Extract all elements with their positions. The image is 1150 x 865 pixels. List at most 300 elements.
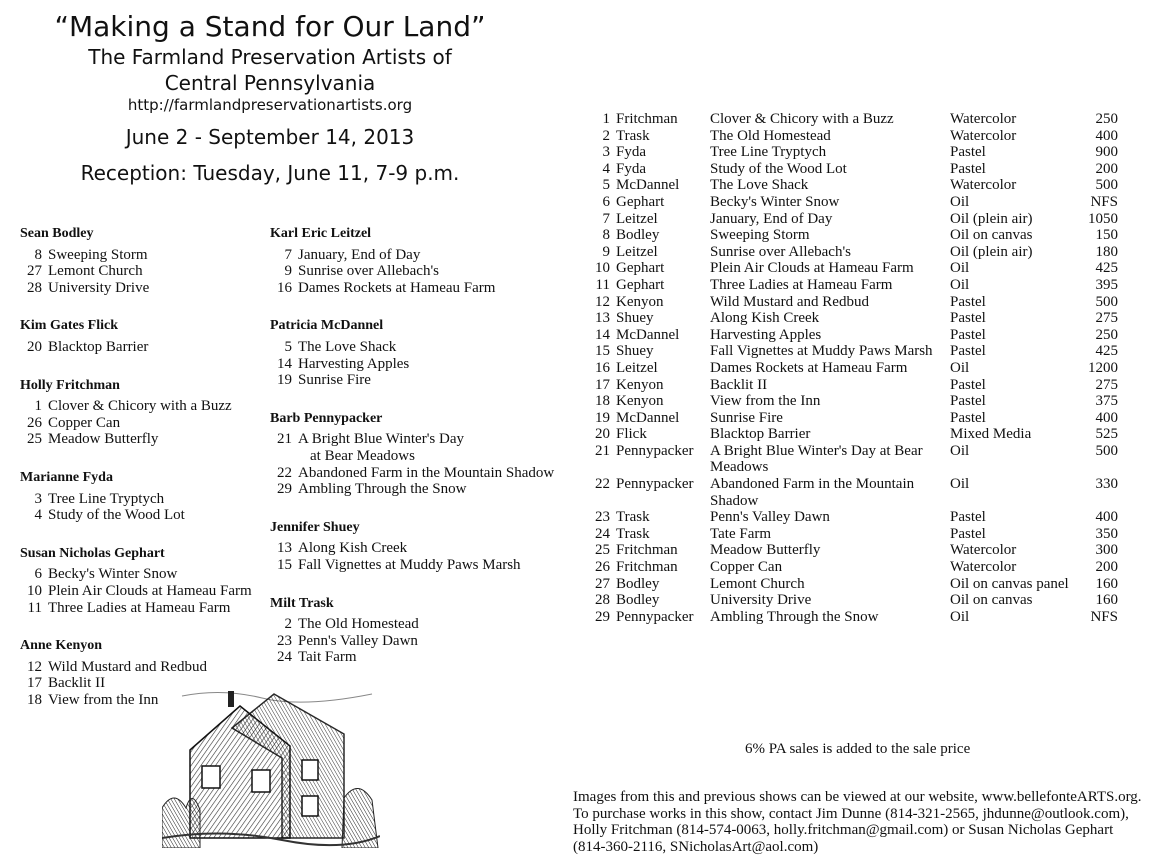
item-medium: Watercolor xyxy=(950,542,1017,559)
artwork-entry xyxy=(20,491,260,508)
price-list-row xyxy=(588,227,1118,244)
item-title: Clover & Chicory with a Buzz xyxy=(710,111,894,127)
artwork-title: Fall Vignettes at Muddy Paws Marsh xyxy=(298,556,521,573)
item-title: View from the Inn xyxy=(710,393,821,410)
item-artist: Leitzel xyxy=(616,210,658,227)
artwork-title: Becky's Winter Snow xyxy=(48,566,178,583)
artwork-title: Sunrise over Allebach's xyxy=(298,263,440,280)
item-artist: Kenyon xyxy=(616,393,664,410)
item-price: NFS xyxy=(1090,193,1118,210)
price-list-row xyxy=(588,476,1118,509)
item-medium: Pastel xyxy=(950,343,986,360)
artwork-number: 10 xyxy=(27,582,42,599)
item-medium: Pastel xyxy=(950,310,986,327)
item-title: Wild Mustard and Redbud xyxy=(710,293,869,310)
price-list-row xyxy=(588,609,1118,626)
artwork-number: 16 xyxy=(277,279,292,296)
item-price: 300 xyxy=(1095,542,1118,559)
item-price: 400 xyxy=(1095,509,1118,526)
item-title: Plein Air Clouds at Hameau Farm xyxy=(710,260,914,277)
item-medium: Oil on canvas xyxy=(950,592,1033,609)
item-artist: Gephart xyxy=(616,260,665,277)
item-price: 330 xyxy=(1095,476,1118,493)
item-medium: Oil xyxy=(950,260,970,277)
artwork-number: 13 xyxy=(277,540,292,557)
item-title: Along Kish Creek xyxy=(710,310,820,327)
item-title: Blacktop Barrier xyxy=(710,426,811,443)
item-number: 12 xyxy=(595,293,610,310)
item-title: Three Ladies at Hameau Farm xyxy=(710,276,893,293)
item-price: 350 xyxy=(1095,525,1118,542)
item-price: 250 xyxy=(1095,111,1118,127)
item-title: University Drive xyxy=(710,592,812,609)
item-artist: Flick xyxy=(616,426,647,443)
price-list-row xyxy=(588,576,1118,593)
artwork-number: 22 xyxy=(277,464,292,481)
item-title: Ambling Through the Snow xyxy=(710,608,879,625)
artwork-number: 23 xyxy=(277,632,292,649)
artwork-number: 20 xyxy=(27,338,42,355)
artwork-entry xyxy=(270,431,570,448)
contact-info xyxy=(573,789,1148,855)
artwork-entry xyxy=(20,398,260,415)
artwork-title: Plein Air Clouds at Hameau Farm xyxy=(48,582,252,599)
artwork-number: 18 xyxy=(27,691,42,708)
artist-block xyxy=(20,226,260,296)
item-number: 22 xyxy=(595,476,610,493)
item-number: 27 xyxy=(595,575,610,592)
item-artist: Leitzel xyxy=(616,243,658,260)
item-price: 1200 xyxy=(1088,359,1118,376)
item-price: 525 xyxy=(1095,426,1118,443)
artwork-number: 1 xyxy=(34,398,42,415)
artwork-title: University Drive xyxy=(48,279,150,296)
artwork-title: Harvesting Apples xyxy=(298,355,410,372)
item-number: 9 xyxy=(602,243,610,260)
item-number: 3 xyxy=(602,144,610,161)
show-subtitle-line1: The Farmland Preservation Artists of xyxy=(88,45,452,69)
item-medium: Oil xyxy=(950,608,970,625)
artwork-number: 28 xyxy=(27,279,42,296)
price-list-row xyxy=(588,559,1118,576)
item-artist: McDannel xyxy=(616,409,680,426)
price-list-row xyxy=(588,592,1118,609)
item-price: 200 xyxy=(1095,160,1118,177)
artwork-entry xyxy=(270,247,570,264)
item-number: 16 xyxy=(595,359,610,376)
artist-list-middle xyxy=(270,226,570,688)
artwork-number: 2 xyxy=(284,616,292,633)
contact-line: (814-360-2116, SNicholasArt@aol.com) xyxy=(573,838,819,855)
item-medium: Oil (plein air) xyxy=(950,243,1033,260)
artwork-entry xyxy=(20,431,260,448)
artwork-number: 21 xyxy=(277,431,292,448)
artwork-number: 7 xyxy=(284,246,292,263)
item-artist: McDannel xyxy=(616,326,680,343)
item-title: Sunrise Fire xyxy=(710,409,783,426)
show-subtitle-line2: Central Pennsylvania xyxy=(164,71,376,95)
item-price: 900 xyxy=(1095,144,1118,161)
artist-block xyxy=(270,226,570,296)
item-medium: Watercolor xyxy=(950,177,1017,194)
artist-block xyxy=(20,546,260,616)
item-medium: Watercolor xyxy=(950,127,1017,144)
artwork-title: Study of the Wood Lot xyxy=(48,507,185,524)
artist-block xyxy=(270,596,570,666)
artwork-title: Backlit II xyxy=(48,675,106,692)
item-artist: Trask xyxy=(616,525,650,542)
contact-line: Images from this and previous shows can be viewed at our website, www.bellefonteARTS.org. xyxy=(573,789,1142,805)
price-list-row xyxy=(588,194,1118,211)
item-price: 425 xyxy=(1095,260,1118,277)
artwork-title: Along Kish Creek xyxy=(298,540,408,557)
artwork-title: January, End of Day xyxy=(298,246,421,263)
item-number: 5 xyxy=(602,177,610,194)
artwork-entry xyxy=(20,600,260,617)
item-number: 25 xyxy=(595,542,610,559)
artist-block xyxy=(270,520,570,574)
artwork-entry xyxy=(270,649,570,666)
artist-name: Marianne Fyda xyxy=(20,469,113,485)
item-title: Backlit II xyxy=(710,376,768,393)
item-price: 160 xyxy=(1095,592,1118,609)
artwork-number: 4 xyxy=(34,507,42,524)
item-medium: Oil xyxy=(950,276,970,293)
artwork-entry xyxy=(20,415,260,432)
item-medium: Mixed Media xyxy=(950,426,1032,443)
artwork-entry-continued xyxy=(270,448,570,465)
contact-line: To purchase works in this show, contact Jim Dunne (814-321-2565, jhdunne@outlook.com), xyxy=(573,805,1129,822)
artwork-title: Dames Rockets at Hameau Farm xyxy=(298,279,496,296)
item-number: 13 xyxy=(595,310,610,327)
price-list-row xyxy=(588,111,1118,128)
price-list-row xyxy=(588,244,1118,261)
artist-list-left xyxy=(20,226,260,730)
item-price: 200 xyxy=(1095,559,1118,576)
item-price: 500 xyxy=(1095,293,1118,310)
item-medium: Oil on canvas panel xyxy=(950,575,1069,592)
price-list-row xyxy=(588,161,1118,178)
artwork-entry xyxy=(20,507,260,524)
artist-name: Susan Nicholas Gephart xyxy=(20,545,165,561)
item-price: 395 xyxy=(1095,276,1118,293)
artist-name: Barb Pennypacker xyxy=(270,410,383,426)
item-medium: Oil xyxy=(950,193,970,210)
item-medium: Oil on canvas xyxy=(950,227,1033,244)
artwork-number: 11 xyxy=(27,599,42,616)
artwork-title: Blacktop Barrier xyxy=(48,338,149,355)
item-price: NFS xyxy=(1090,608,1118,625)
price-list-row xyxy=(588,393,1118,410)
item-title: The Old Homestead xyxy=(710,127,831,144)
item-number: 15 xyxy=(595,343,610,360)
artwork-title: Abandoned Farm in the Mountain Shadow xyxy=(298,464,555,481)
item-artist: Gephart xyxy=(616,276,665,293)
item-price: 250 xyxy=(1095,326,1118,343)
item-title: Abandoned Farm in the Mountain Shadow xyxy=(710,476,915,509)
artwork-entry xyxy=(270,616,570,633)
artwork-title: The Love Shack xyxy=(298,338,397,355)
item-number: 26 xyxy=(595,559,610,576)
artist-name: Milt Trask xyxy=(270,595,334,611)
item-title: Dames Rockets at Hameau Farm xyxy=(710,359,908,376)
artist-name: Karl Eric Leitzel xyxy=(270,226,372,241)
item-artist: Pennypacker xyxy=(616,608,694,625)
item-number: 2 xyxy=(602,127,610,144)
item-number: 23 xyxy=(595,509,610,526)
artist-block xyxy=(20,470,260,524)
artwork-title: Meadow Butterfly xyxy=(48,431,159,448)
artwork-entry xyxy=(270,540,570,557)
farmhouse-sketch-icon xyxy=(162,688,380,848)
item-number: 21 xyxy=(595,442,610,459)
item-medium: Oil xyxy=(950,442,970,459)
artwork-number: 14 xyxy=(277,355,292,372)
item-title: Study of the Wood Lot xyxy=(710,160,847,177)
item-price: 400 xyxy=(1095,409,1118,426)
item-artist: Shuey xyxy=(616,310,654,327)
artwork-entry xyxy=(20,280,260,297)
item-title: The Love Shack xyxy=(710,177,809,194)
artwork-entry xyxy=(20,263,260,280)
artist-name: Sean Bodley xyxy=(20,226,94,241)
price-list-row xyxy=(588,294,1118,311)
item-number: 19 xyxy=(595,409,610,426)
item-title: Lemont Church xyxy=(710,575,805,592)
item-title: Tate Farm xyxy=(710,525,772,542)
artwork-title: A Bright Blue Winter's Day xyxy=(298,431,464,448)
website-url: http://farmlandpreservationartists.org xyxy=(127,96,413,114)
artwork-entry xyxy=(270,356,570,373)
item-title: Harvesting Apples xyxy=(710,326,822,343)
item-number: 1 xyxy=(602,111,610,127)
item-number: 28 xyxy=(595,592,610,609)
price-list-row xyxy=(588,542,1118,559)
item-price: 500 xyxy=(1095,442,1118,459)
artist-block xyxy=(20,318,260,355)
artwork-entry xyxy=(20,659,260,676)
item-artist: Kenyon xyxy=(616,376,664,393)
item-price: 500 xyxy=(1095,177,1118,194)
show-dates: June 2 - September 14, 2013 xyxy=(125,125,415,149)
artwork-number: 27 xyxy=(27,263,42,280)
price-list-row xyxy=(588,277,1118,294)
item-artist: Fritchman xyxy=(616,111,678,127)
item-number: 29 xyxy=(595,608,610,625)
artwork-entry xyxy=(270,372,570,389)
artwork-title: Copper Can xyxy=(48,414,121,431)
item-title: Penn's Valley Dawn xyxy=(710,509,830,526)
artwork-number: 12 xyxy=(27,658,42,675)
item-number: 17 xyxy=(595,376,610,393)
artwork-number: 15 xyxy=(277,556,292,573)
item-medium: Pastel xyxy=(950,160,986,177)
artwork-entry xyxy=(270,481,570,498)
item-artist: Kenyon xyxy=(616,293,664,310)
item-artist: Fritchman xyxy=(616,542,678,559)
item-artist: Pennypacker xyxy=(616,442,694,459)
artwork-title: The Old Homestead xyxy=(298,616,419,633)
item-artist: Bodley xyxy=(616,575,660,592)
artwork-title-continued: at Bear Meadows xyxy=(310,447,415,464)
artwork-number: 24 xyxy=(277,649,292,666)
item-medium: Pastel xyxy=(950,393,986,410)
item-medium: Pastel xyxy=(950,144,986,161)
artwork-title: Tree Line Tryptych xyxy=(48,490,165,507)
item-medium: Oil (plein air) xyxy=(950,210,1033,227)
artwork-entry xyxy=(20,339,260,356)
item-number: 7 xyxy=(602,210,610,227)
item-price: 160 xyxy=(1095,575,1118,592)
item-number: 8 xyxy=(602,227,610,244)
artwork-entry xyxy=(270,339,570,356)
item-number: 20 xyxy=(595,426,610,443)
item-number: 6 xyxy=(602,193,610,210)
item-artist: Fritchman xyxy=(616,559,678,576)
artwork-number: 26 xyxy=(27,414,42,431)
item-medium: Oil xyxy=(950,476,970,493)
item-medium: Pastel xyxy=(950,409,986,426)
show-title: “Making a Stand for Our Land” xyxy=(54,10,486,43)
artwork-title: Tait Farm xyxy=(298,649,357,666)
artwork-number: 3 xyxy=(34,490,42,507)
price-list-row xyxy=(588,410,1118,427)
item-medium: Pastel xyxy=(950,293,986,310)
artwork-title: Ambling Through the Snow xyxy=(298,481,467,498)
artist-block xyxy=(270,411,570,498)
item-number: 4 xyxy=(602,160,610,177)
artwork-entry xyxy=(270,557,570,574)
item-number: 10 xyxy=(595,260,610,277)
item-artist: Trask xyxy=(616,127,650,144)
item-artist: Bodley xyxy=(616,227,660,244)
artwork-entry xyxy=(270,263,570,280)
item-price: 275 xyxy=(1095,310,1118,327)
artist-name: Kim Gates Flick xyxy=(20,318,118,334)
price-list-row xyxy=(588,211,1118,228)
price-list-row xyxy=(588,343,1118,360)
artwork-title: Penn's Valley Dawn xyxy=(298,632,418,649)
item-number: 24 xyxy=(595,525,610,542)
artwork-number-spacer xyxy=(270,448,292,465)
sales-tax-note: 6% PA sales is added to the sale price xyxy=(745,741,971,757)
price-list-row xyxy=(588,509,1118,526)
price-list-row xyxy=(588,377,1118,394)
artwork-entry xyxy=(270,465,570,482)
item-title: Sweeping Storm xyxy=(710,227,810,244)
artist-block xyxy=(270,318,570,388)
item-price: 150 xyxy=(1095,227,1118,244)
artwork-title: Clover & Chicory with a Buzz xyxy=(48,398,232,415)
artwork-entry xyxy=(20,583,260,600)
item-number: 18 xyxy=(595,393,610,410)
item-title: Fall Vignettes at Muddy Paws Marsh xyxy=(710,343,933,360)
artist-block xyxy=(20,378,260,448)
price-list-row xyxy=(588,360,1118,377)
price-list-table xyxy=(588,111,1118,625)
item-medium: Pastel xyxy=(950,326,986,343)
price-list-row xyxy=(588,443,1118,476)
item-artist: Gephart xyxy=(616,193,665,210)
item-title: Copper Can xyxy=(710,559,783,576)
artwork-number: 29 xyxy=(277,481,292,498)
artwork-number: 8 xyxy=(34,246,42,263)
artwork-number: 25 xyxy=(27,431,42,448)
artwork-title: Sunrise Fire xyxy=(298,372,371,389)
item-artist: Leitzel xyxy=(616,359,658,376)
price-list-row xyxy=(588,426,1118,443)
artwork-title: Lemont Church xyxy=(48,263,143,280)
artist-name: Jennifer Shuey xyxy=(270,519,360,535)
item-number: 14 xyxy=(595,326,610,343)
price-list-row xyxy=(588,526,1118,543)
item-price: 375 xyxy=(1095,393,1118,410)
item-title: Becky's Winter Snow xyxy=(710,193,840,210)
item-artist: Bodley xyxy=(616,592,660,609)
item-price: 400 xyxy=(1095,127,1118,144)
artwork-number: 6 xyxy=(34,566,42,583)
item-medium: Pastel xyxy=(950,509,986,526)
artwork-title: Sweeping Storm xyxy=(48,246,148,263)
item-medium: Pastel xyxy=(950,376,986,393)
item-medium: Pastel xyxy=(950,525,986,542)
artwork-entry xyxy=(270,280,570,297)
artwork-number: 19 xyxy=(277,372,292,389)
item-artist: Trask xyxy=(616,509,650,526)
item-price: 1050 xyxy=(1088,210,1118,227)
artwork-number: 17 xyxy=(27,675,42,692)
item-artist: Pennypacker xyxy=(616,476,694,493)
reception-info: Reception: Tuesday, June 11, 7-9 p.m. xyxy=(80,161,460,185)
artwork-number: 5 xyxy=(284,338,292,355)
item-price: 180 xyxy=(1095,243,1118,260)
item-artist: Shuey xyxy=(616,343,654,360)
item-title: Tree Line Tryptych xyxy=(710,144,827,161)
price-list-row xyxy=(588,128,1118,145)
item-artist: McDannel xyxy=(616,177,680,194)
artwork-entry xyxy=(20,247,260,264)
price-list-row xyxy=(588,327,1118,344)
artist-name: Patricia McDannel xyxy=(270,318,384,334)
artist-name: Holly Fritchman xyxy=(20,377,120,393)
item-title: A Bright Blue Winter's Day at Bear Meadows xyxy=(710,442,923,476)
artwork-title: Three Ladies at Hameau Farm xyxy=(48,599,231,616)
artwork-number: 9 xyxy=(284,263,292,280)
item-artist: Fyda xyxy=(616,160,646,177)
artwork-entry xyxy=(270,633,570,650)
price-list-row xyxy=(588,144,1118,161)
item-artist: Fyda xyxy=(616,144,646,161)
artist-name: Anne Kenyon xyxy=(20,638,103,654)
item-medium: Oil xyxy=(950,359,970,376)
item-medium: Watercolor xyxy=(950,111,1017,127)
item-title: Meadow Butterfly xyxy=(710,542,821,559)
price-list-row xyxy=(588,310,1118,327)
artwork-title: View from the Inn xyxy=(48,691,159,708)
item-number: 11 xyxy=(595,276,610,293)
item-price: 275 xyxy=(1095,376,1118,393)
price-list-row xyxy=(588,177,1118,194)
item-title: January, End of Day xyxy=(710,210,833,227)
item-title: Sunrise over Allebach's xyxy=(710,243,852,260)
artwork-title: Wild Mustard and Redbud xyxy=(48,658,207,675)
item-medium: Watercolor xyxy=(950,559,1017,576)
price-list-row xyxy=(588,260,1118,277)
contact-line: Holly Fritchman (814-574-0063, holly.fritchman@gmail.com) or Susan Nicholas Gephart xyxy=(573,822,1114,839)
artwork-entry xyxy=(20,566,260,583)
header xyxy=(40,10,500,186)
item-price: 425 xyxy=(1095,343,1118,360)
